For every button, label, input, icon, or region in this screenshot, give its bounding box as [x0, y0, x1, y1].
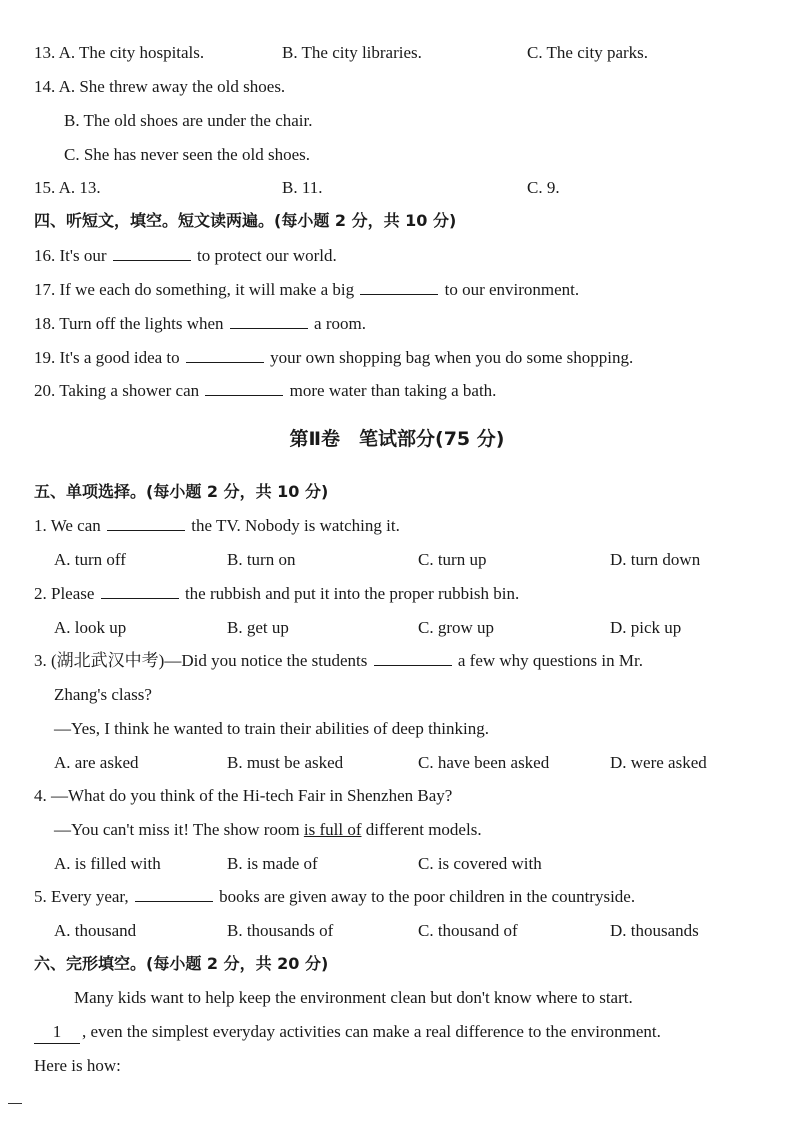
option-a: A. The city hospitals.	[58, 43, 205, 62]
question-16	[34, 245, 337, 267]
question-text: 2. Please	[34, 584, 95, 603]
question-text: a few why questions in Mr.	[457, 651, 643, 670]
option-a[interactable]: A. is filled with	[54, 854, 161, 873]
option-c: C. She has never seen the old shoes.	[64, 145, 310, 164]
answer-blank[interactable]	[230, 313, 308, 329]
part-title: 第Ⅱ卷 笔试部分(75 分)	[289, 428, 505, 450]
mc-question-4: 4. —What do you think of the Hi-tech Fair in Shenzhen Bay?	[34, 786, 453, 805]
question-17	[34, 279, 579, 301]
answer-blank[interactable]	[186, 347, 264, 363]
question-text: 3. (湖北武汉中考)—Did you notice the students	[34, 651, 368, 670]
option-a[interactable]: A. look up	[54, 618, 127, 637]
cloze-blank-1[interactable]: 1	[34, 1021, 80, 1044]
question-text: to our environment.	[444, 280, 580, 299]
option-a: A. 13.	[58, 178, 101, 197]
option-b[interactable]: B. must be asked	[227, 753, 344, 772]
question-18	[34, 313, 366, 335]
passage-line: Many kids want to help keep the environment clean but don't know where to start.	[74, 988, 633, 1007]
question-text: more water than taking a bath.	[289, 381, 497, 400]
underlined-phrase: is full of	[303, 820, 362, 839]
option-a[interactable]: A. are asked	[54, 753, 139, 772]
option-d[interactable]: D. thousands	[610, 921, 699, 940]
question-text: your own shopping bag when you do some shopping.	[270, 348, 634, 367]
page-corner-mark	[8, 1103, 22, 1104]
option-b[interactable]: B. is made of	[227, 854, 318, 873]
answer-blank[interactable]	[113, 245, 191, 261]
option-c[interactable]: C. have been asked	[418, 753, 550, 772]
option-d[interactable]: D. turn down	[610, 550, 701, 569]
answer-blank[interactable]	[135, 886, 213, 902]
answer-blank[interactable]	[205, 380, 283, 396]
option-d[interactable]: D. were asked	[610, 753, 707, 772]
option-c[interactable]: C. is covered with	[418, 854, 542, 873]
question-text: 1. We can	[34, 516, 101, 535]
question-13	[34, 42, 204, 64]
question-number: 13.	[34, 43, 56, 62]
option-b: B. The city libraries.	[282, 43, 422, 62]
question-text: 17. If we each do something, it will make a big	[34, 280, 355, 299]
question-14	[34, 76, 285, 98]
passage-line	[34, 1021, 661, 1044]
question-continuation: Zhang's class?	[54, 685, 152, 704]
question-number: 15.	[34, 178, 56, 197]
question-text: 18. Turn off the lights when	[34, 314, 224, 333]
option-c[interactable]: C. turn up	[418, 550, 487, 569]
question-text: the rubbish and put it into the proper rubbish bin.	[184, 584, 520, 603]
answer-blank[interactable]	[107, 515, 185, 531]
option-c[interactable]: C. thousand of	[418, 921, 518, 940]
mc-question-5	[34, 886, 635, 908]
answer-blank[interactable]	[360, 279, 438, 295]
option-c[interactable]: C. grow up	[418, 618, 495, 637]
answer-blank[interactable]	[101, 583, 179, 599]
option-b: B. 11.	[282, 178, 323, 197]
passage-line: Here is how:	[34, 1056, 121, 1075]
option-b[interactable]: B. get up	[227, 618, 289, 637]
section-heading: 五、单项选择。(每小题 2 分，共 10 分)	[34, 482, 329, 501]
question-number: 14.	[34, 77, 56, 96]
question-text: 16. It's our	[34, 246, 107, 265]
answer-blank[interactable]	[374, 650, 452, 666]
question-15	[34, 177, 101, 199]
option-b[interactable]: B. thousands of	[227, 921, 334, 940]
mc-question-3	[34, 650, 643, 672]
question-text: the TV. Nobody is watching it.	[191, 516, 400, 535]
option-a[interactable]: A. thousand	[54, 921, 137, 940]
dialogue-reply: —Yes, I think he wanted to train their abilities of deep thinking.	[54, 719, 490, 738]
option-d[interactable]: D. pick up	[610, 618, 682, 637]
mc-question-1	[34, 515, 400, 537]
option-c: C. The city parks.	[527, 43, 649, 62]
question-text: 19. It's a good idea to	[34, 348, 180, 367]
passage-text: , even the simplest everyday activities can make a real difference to the environment.	[82, 1022, 661, 1041]
question-text: 20. Taking a shower can	[34, 381, 200, 400]
section-heading: 四、听短文，填空。短文读两遍。(每小题 2 分，共 10 分)	[34, 211, 457, 230]
question-text: a room.	[314, 314, 366, 333]
question-text: books are given away to the poor children in the countryside.	[219, 887, 636, 906]
option-b[interactable]: B. turn on	[227, 550, 296, 569]
question-text: to protect our world.	[196, 246, 337, 265]
option-a: A. She threw away the old shoes.	[58, 77, 286, 96]
reply-text: —You can't miss it! The show room	[54, 820, 304, 839]
section-heading: 六、完形填空。(每小题 2 分，共 20 分)	[34, 954, 329, 973]
question-20	[34, 380, 496, 402]
mc-question-2	[34, 583, 519, 605]
question-19	[34, 347, 633, 369]
dialogue-reply	[54, 819, 482, 841]
option-a[interactable]: A. turn off	[54, 550, 126, 569]
question-text: 5. Every year,	[34, 887, 129, 906]
reply-text: different models.	[361, 820, 482, 839]
option-c: C. 9.	[527, 178, 560, 197]
option-b: B. The old shoes are under the chair.	[64, 111, 313, 130]
